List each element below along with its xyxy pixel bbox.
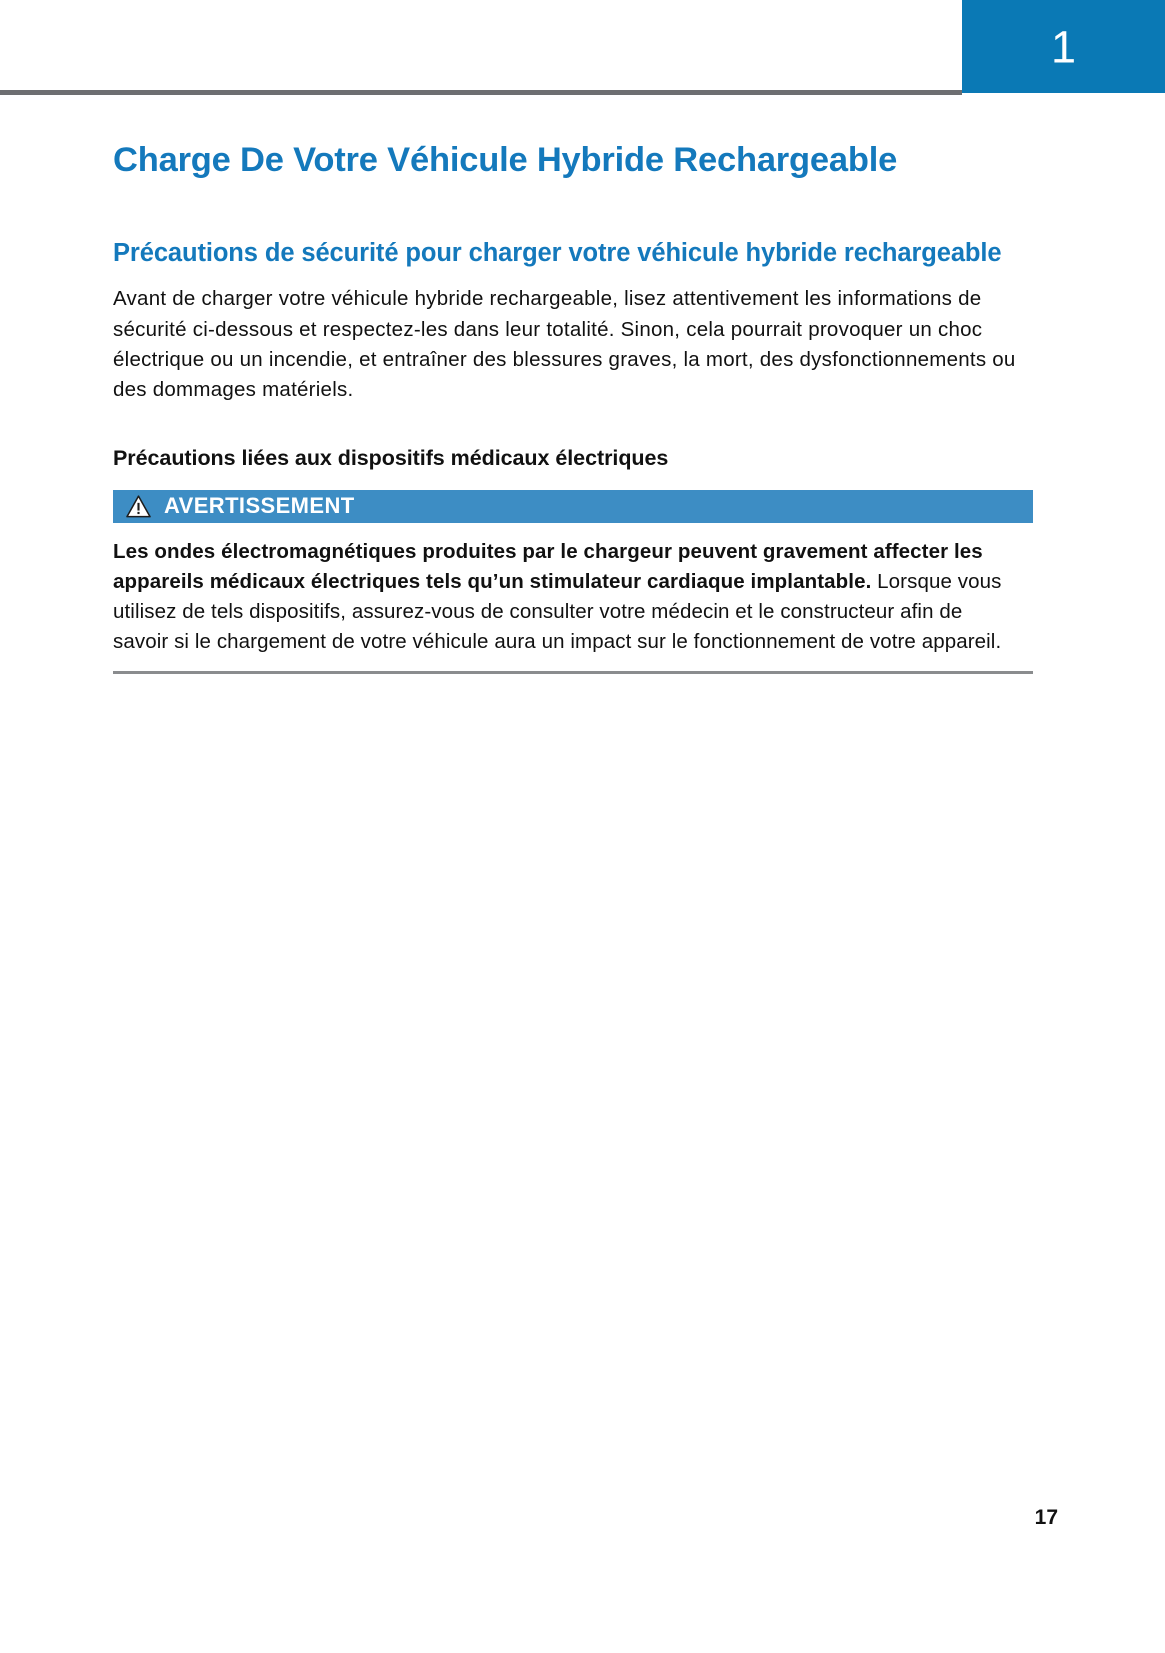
- warning-bottom-divider: [113, 671, 1033, 674]
- warning-banner-label: AVERTISSEMENT: [164, 493, 355, 519]
- warning-block: [113, 490, 1033, 675]
- chapter-tab: [962, 0, 1165, 93]
- page-number: 17: [1034, 1506, 1058, 1529]
- warning-text-bold: Les ondes électromagnétiques produites par le chargeur peuvent gravement affecter les appareils médicaux électriques tels qu’un stimulateur cardiaque implantable.: [113, 539, 983, 593]
- chapter-number: 1: [1050, 21, 1077, 72]
- warning-banner: [113, 490, 1033, 523]
- section-title: Précautions de sécurité pour charger votre véhicule hybride rechargeable: [113, 238, 1002, 267]
- intro-paragraph: Avant de charger votre véhicule hybride rechargeable, lisez attentivement les informations de sécurité ci-dessous et respectez-les dans leur totalité. Sinon, cela pourrait provoquer un choc électrique ou un incendie, et entraîner des blessures graves, la mort, des dysfonctionnements ou des dommages matériels.: [113, 287, 1016, 401]
- header-divider: [0, 90, 962, 95]
- warning-triangle-icon: [126, 495, 151, 518]
- sub-heading: Précautions liées aux dispositifs médicaux électriques: [113, 445, 669, 470]
- warning-text: [113, 537, 1018, 658]
- page-title: Charge De Votre Véhicule Hybride Rechargeable: [113, 141, 898, 179]
- warning-text-regular: Lorsque vous utilisez de tels dispositifs, assurez-vous de consulter votre médecin et le constructeur afin de savoir si le chargement de votre véhicule aura un impact sur le fonctionnement de votre appareil.: [113, 569, 1002, 654]
- content-column: [113, 140, 1033, 674]
